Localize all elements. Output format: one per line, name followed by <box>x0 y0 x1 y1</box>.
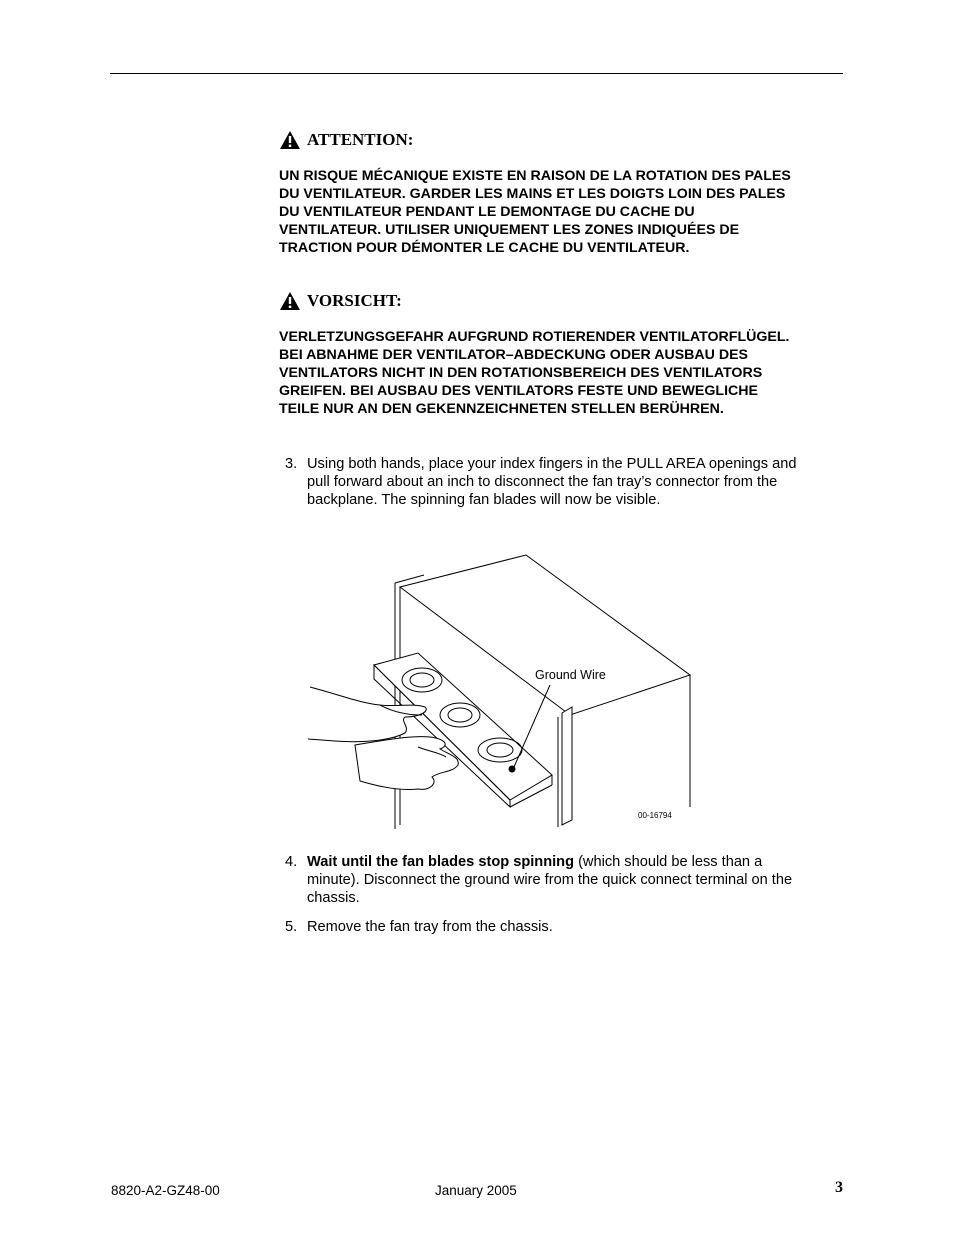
warning-heading-vorsicht <box>279 291 402 311</box>
warning-line: VENTILATORS NICHT IN DEN ROTATIONSBEREICH DES VENTILATORS <box>279 365 763 381</box>
step-4 <box>285 853 845 907</box>
step-line: chassis. <box>307 890 360 906</box>
warning-text-french <box>279 167 845 257</box>
warning-heading-attention <box>279 130 413 150</box>
warning-triangle-icon <box>279 291 301 311</box>
step-line: Using both hands, place your index fingers in the PULL AREA openings and <box>307 456 797 472</box>
fan-tray-drawing <box>300 545 700 835</box>
warning-line: TEILE NUR AN DEN GEKENNZEICHNETEN STELLEN BERÜHREN. <box>279 401 724 417</box>
header-rule <box>110 73 843 74</box>
warning-line: DU VENTILATEUR PENDANT LE DEMONTAGE DU CACHE DU <box>279 204 695 220</box>
warning-line: VERLETZUNGSGEFAHR AUFGRUND ROTIERENDER VENTILATORFLÜGEL. <box>279 329 790 345</box>
step-bold-lead: Wait until the fan blades stop spinning <box>307 854 575 870</box>
warning-line: UN RISQUE MÉCANIQUE EXISTE EN RAISON DE LA ROTATION DES PALES <box>279 168 791 184</box>
warning-title: ATTENTION: <box>307 130 414 149</box>
footer-date: January 2005 <box>435 1183 517 1198</box>
step-line: minute). Disconnect the ground wire from the quick connect terminal on the <box>307 872 793 888</box>
page-number: 3 <box>835 1179 843 1196</box>
step-line-rest: (which should be less than a <box>574 854 763 870</box>
warning-line: GREIFEN. BEI AUSBAU DES VENTILATORS FESTE UND BEWEGLICHE <box>279 383 758 399</box>
footer-doc-number: 8820-A2-GZ48-00 <box>111 1183 220 1198</box>
step-line <box>307 853 845 871</box>
fan-tray-illustration <box>300 545 700 835</box>
warning-triangle-icon <box>279 130 301 150</box>
warning-line: DU VENTILATEUR. GARDER LES MAINS ET LES DOIGTS LOIN DES PALES <box>279 186 786 202</box>
step-line: pull forward about an inch to disconnect the fan tray’s connector from the <box>307 474 778 490</box>
step-number: 3. <box>285 456 298 472</box>
warning-line: TRACTION POUR DÉMONTER LE CACHE DU VENTILATEUR. <box>279 240 690 256</box>
step-line: Remove the fan tray from the chassis. <box>307 919 553 935</box>
step-5 <box>285 918 845 936</box>
warning-line: BEI ABNAHME DER VENTILATOR–ABDECKUNG ODER AUSBAU DES <box>279 347 749 363</box>
warning-line: VENTILATEUR. UTILISER UNIQUEMENT LES ZONES INDIQUÉES DE <box>279 222 740 238</box>
step-number: 5. <box>285 919 298 935</box>
step-3 <box>285 455 845 509</box>
warning-title: VORSICHT: <box>307 291 402 310</box>
ground-wire-label: Ground Wire <box>535 668 606 682</box>
step-number: 4. <box>285 854 298 870</box>
step-line: backplane. The spinning fan blades will now be visible. <box>307 492 661 508</box>
figure-code: 00-16794 <box>638 811 672 820</box>
warning-text-german <box>279 328 845 418</box>
